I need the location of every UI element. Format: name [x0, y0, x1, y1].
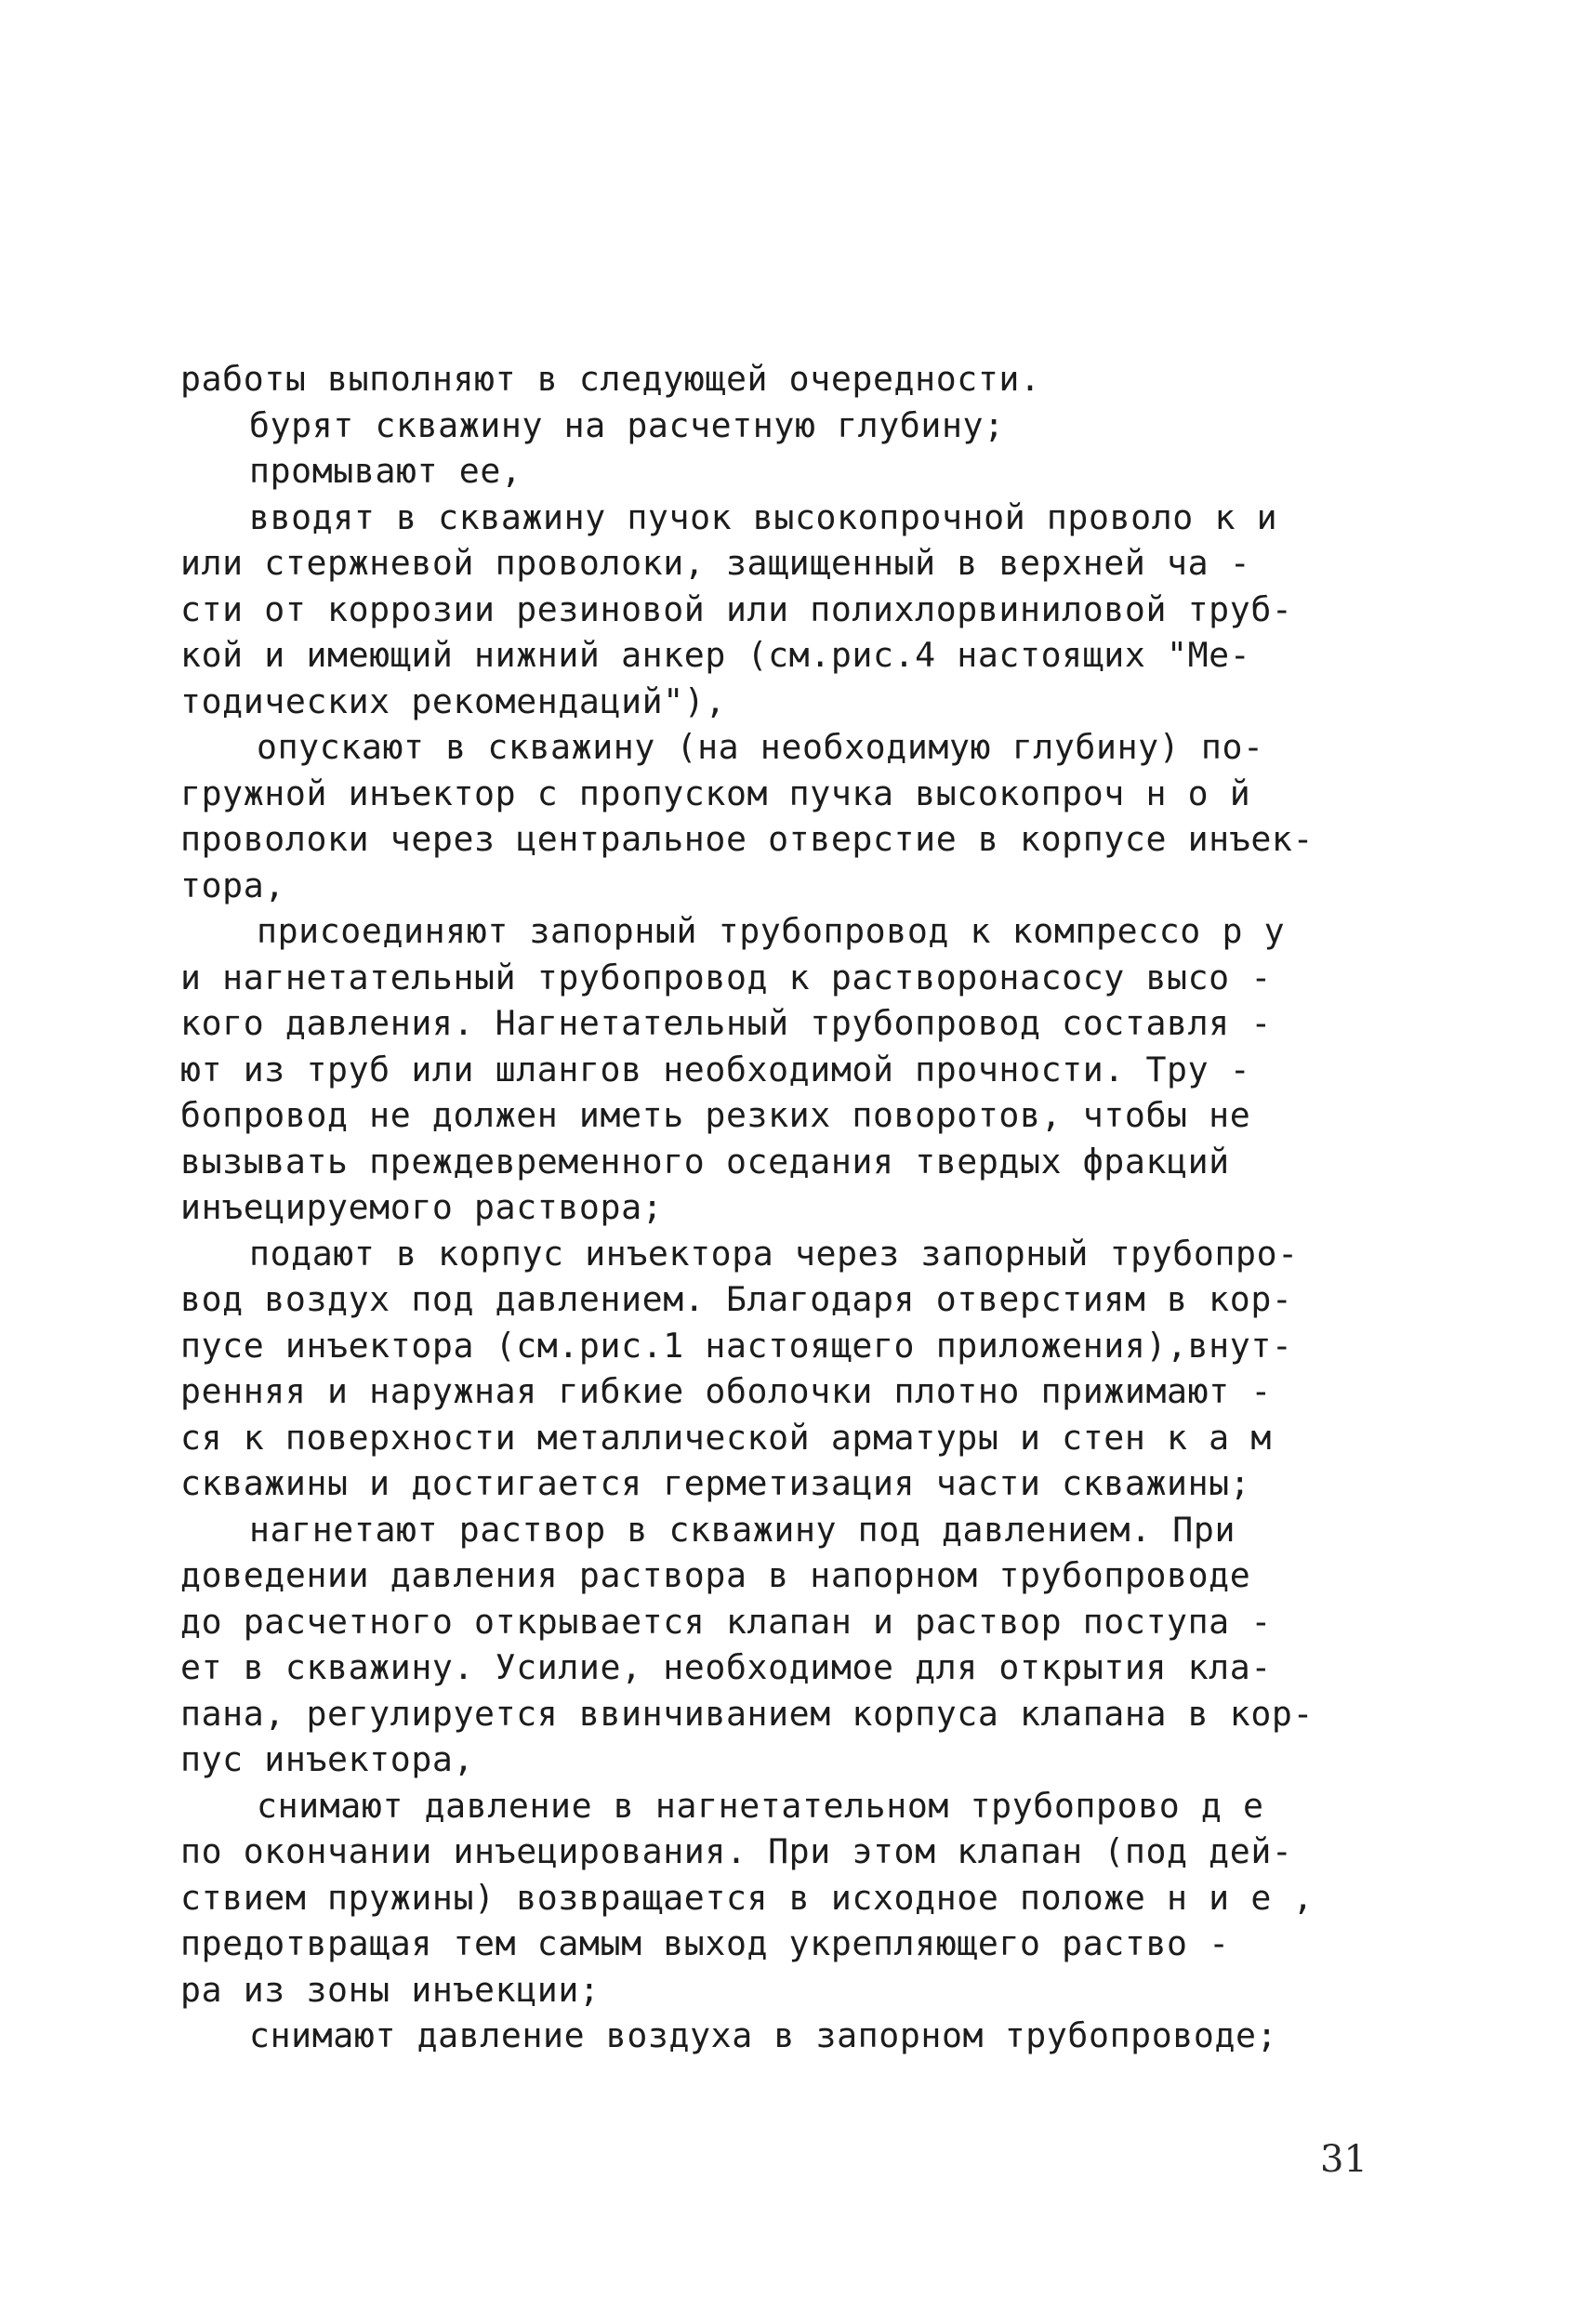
- body-text: [180, 356, 1417, 2059]
- text-line: снимают давление воздуха в запорном трубопроводе;: [249, 2015, 1278, 2055]
- text-line: кого давления. Нагнетательный трубопровод составля -: [180, 1003, 1272, 1043]
- text-line: бопровод не должен иметь резких поворотов, чтобы не: [180, 1095, 1251, 1135]
- text-line: кой и имеющий нижний анкер (см.рис.4 настоящих "Ме-: [180, 635, 1251, 675]
- text-line: сти от коррозии резиновой или полихлорвиниловой труб-: [180, 588, 1293, 629]
- text-line: вызывать преждевременного оседания твердых фракций: [180, 1141, 1230, 1182]
- text-line: нагнетают раствор в скважину под давлением. При: [249, 1509, 1236, 1550]
- text-line: инъецируемого раствора;: [180, 1187, 664, 1227]
- text-line: скважины и достигается герметизация части скважины;: [180, 1463, 1251, 1503]
- text-line: и нагнетательный трубопровод к растворонасосу высо -: [180, 957, 1272, 997]
- text-line: бурят скважину на расчетную глубину;: [249, 404, 1005, 445]
- text-line: снимают давление в нагнетательном трубопрово д е: [257, 1785, 1264, 1826]
- text-line: пус инъектора,: [180, 1739, 475, 1779]
- text-line: ет в скважину. Усилие, необходимое для открытия кла-: [180, 1647, 1272, 1687]
- text-line: работы выполняют в следующей очередности.: [180, 359, 1041, 399]
- text-line: предотвращая тем самым выход укрепляющего раство -: [180, 1923, 1230, 1963]
- text-line: ют из труб или шлангов необходимой прочности. Тру -: [180, 1049, 1251, 1089]
- text-line: ся к поверхности металлической арматуры и стен к а м: [180, 1417, 1272, 1458]
- text-line: по окончании инъецирования. При этом клапан (под дей-: [180, 1831, 1293, 1871]
- text-line: доведении давления раствора в напорном трубопроводе: [180, 1555, 1251, 1595]
- text-line: промывают ее,: [249, 451, 522, 491]
- text-line: или стержневой проволоки, защищенный в верхней ча -: [180, 543, 1251, 583]
- text-line: пана, регулируется ввинчиванием корпуса клапана в кор-: [180, 1693, 1315, 1734]
- text-line: ренняя и наружная гибкие оболочки плотно прижимают -: [180, 1371, 1272, 1411]
- text-line: тодических рекомендаций"),: [180, 680, 726, 721]
- text-line: пусе инъектора (см.рис.1 настоящего приложения),внут-: [180, 1325, 1293, 1366]
- text-line: опускают в скважину (на необходимую глубину) по-: [257, 727, 1264, 767]
- text-line: ра из зоны инъекции;: [180, 1969, 601, 2010]
- text-line: присоединяют запорный трубопровод к компрессо р у: [257, 911, 1286, 951]
- text-line: проволоки через центральное отверстие в корпусе инъек-: [180, 819, 1315, 859]
- text-line: подают в корпус инъектора через запорный трубопро-: [249, 1233, 1299, 1274]
- text-line: тора,: [180, 865, 285, 905]
- text-line: ствием пружины) возвращается в исходное положе н и е ,: [180, 1877, 1315, 1918]
- text-line: вводят в скважину пучок высокопрочной проволо к и: [249, 496, 1278, 537]
- text-line: гружной инъектор с пропуском пучка высокопроч н о й: [180, 772, 1251, 813]
- text-line: до расчетного открывается клапан и раствор поступа -: [180, 1601, 1272, 1642]
- text-line: вод воздух под давлением. Благодаря отверстиям в кор-: [180, 1279, 1293, 1319]
- page-number: 31: [1320, 2138, 1368, 2181]
